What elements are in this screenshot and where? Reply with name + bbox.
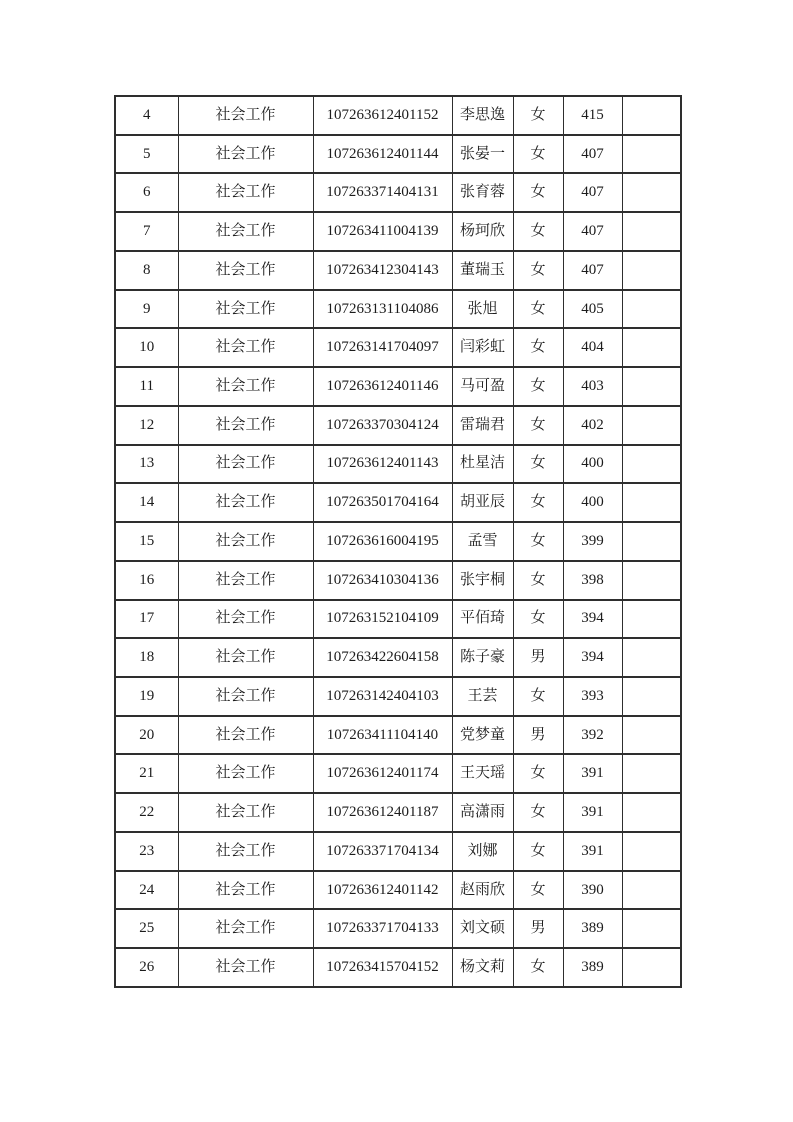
name-cell: 王芸 xyxy=(452,677,513,716)
score-cell: 407 xyxy=(563,173,622,212)
name-cell: 刘娜 xyxy=(452,832,513,871)
score-cell: 391 xyxy=(563,754,622,793)
table-row xyxy=(115,871,681,910)
major-cell: 社会工作 xyxy=(178,871,313,910)
remark-cell xyxy=(622,96,681,135)
major-cell: 社会工作 xyxy=(178,135,313,174)
row-number-cell: 24 xyxy=(115,871,178,910)
name-cell: 杨珂欣 xyxy=(452,212,513,251)
table-row xyxy=(115,638,681,677)
remark-cell xyxy=(622,948,681,987)
gender-cell: 女 xyxy=(513,367,563,406)
score-cell: 389 xyxy=(563,909,622,948)
row-number-cell: 26 xyxy=(115,948,178,987)
exam-id-cell: 107263371404131 xyxy=(313,173,452,212)
exam-id-cell: 107263131104086 xyxy=(313,290,452,329)
table-row xyxy=(115,406,681,445)
gender-cell: 男 xyxy=(513,909,563,948)
table-row xyxy=(115,716,681,755)
exam-id-cell: 107263422604158 xyxy=(313,638,452,677)
remark-cell xyxy=(622,367,681,406)
gender-cell: 女 xyxy=(513,406,563,445)
table-row xyxy=(115,754,681,793)
major-cell: 社会工作 xyxy=(178,173,313,212)
major-cell: 社会工作 xyxy=(178,251,313,290)
name-cell: 闫彩虹 xyxy=(452,328,513,367)
table-row xyxy=(115,483,681,522)
row-number-cell: 7 xyxy=(115,212,178,251)
row-number-cell: 9 xyxy=(115,290,178,329)
gender-cell: 女 xyxy=(513,173,563,212)
score-cell: 402 xyxy=(563,406,622,445)
major-cell: 社会工作 xyxy=(178,483,313,522)
table-row xyxy=(115,600,681,639)
major-cell: 社会工作 xyxy=(178,212,313,251)
score-cell: 390 xyxy=(563,871,622,910)
score-cell: 391 xyxy=(563,832,622,871)
score-cell: 394 xyxy=(563,638,622,677)
row-number-cell: 4 xyxy=(115,96,178,135)
major-cell: 社会工作 xyxy=(178,677,313,716)
major-cell: 社会工作 xyxy=(178,716,313,755)
score-cell: 399 xyxy=(563,522,622,561)
exam-id-cell: 107263152104109 xyxy=(313,600,452,639)
gender-cell: 女 xyxy=(513,561,563,600)
remark-cell xyxy=(622,483,681,522)
table-row xyxy=(115,96,681,135)
exam-id-cell: 107263612401143 xyxy=(313,445,452,484)
remark-cell xyxy=(622,832,681,871)
gender-cell: 女 xyxy=(513,251,563,290)
score-cell: 400 xyxy=(563,483,622,522)
remark-cell xyxy=(622,173,681,212)
row-number-cell: 21 xyxy=(115,754,178,793)
gender-cell: 女 xyxy=(513,328,563,367)
score-cell: 403 xyxy=(563,367,622,406)
score-cell: 407 xyxy=(563,135,622,174)
gender-cell: 女 xyxy=(513,793,563,832)
major-cell: 社会工作 xyxy=(178,909,313,948)
name-cell: 张旭 xyxy=(452,290,513,329)
score-cell: 407 xyxy=(563,212,622,251)
major-cell: 社会工作 xyxy=(178,754,313,793)
remark-cell xyxy=(622,328,681,367)
score-cell: 389 xyxy=(563,948,622,987)
name-cell: 赵雨欣 xyxy=(452,871,513,910)
name-cell: 张育蓉 xyxy=(452,173,513,212)
exam-id-cell: 107263415704152 xyxy=(313,948,452,987)
row-number-cell: 16 xyxy=(115,561,178,600)
table-row xyxy=(115,793,681,832)
remark-cell xyxy=(622,561,681,600)
table-row xyxy=(115,948,681,987)
table-row xyxy=(115,328,681,367)
major-cell: 社会工作 xyxy=(178,290,313,329)
score-cell: 394 xyxy=(563,600,622,639)
exam-id-cell: 107263616004195 xyxy=(313,522,452,561)
remark-cell xyxy=(622,754,681,793)
row-number-cell: 18 xyxy=(115,638,178,677)
exam-id-cell: 107263612401146 xyxy=(313,367,452,406)
score-cell: 407 xyxy=(563,251,622,290)
gender-cell: 女 xyxy=(513,290,563,329)
remark-cell xyxy=(622,600,681,639)
remark-cell xyxy=(622,638,681,677)
score-cell: 392 xyxy=(563,716,622,755)
remark-cell xyxy=(622,677,681,716)
table-row xyxy=(115,290,681,329)
name-cell: 平佰琦 xyxy=(452,600,513,639)
name-cell: 张宇桐 xyxy=(452,561,513,600)
row-number-cell: 17 xyxy=(115,600,178,639)
major-cell: 社会工作 xyxy=(178,522,313,561)
exam-id-cell: 107263612401152 xyxy=(313,96,452,135)
name-cell: 张晏一 xyxy=(452,135,513,174)
remark-cell xyxy=(622,909,681,948)
row-number-cell: 15 xyxy=(115,522,178,561)
table-row xyxy=(115,522,681,561)
remark-cell xyxy=(622,135,681,174)
table-row xyxy=(115,367,681,406)
major-cell: 社会工作 xyxy=(178,561,313,600)
major-cell: 社会工作 xyxy=(178,948,313,987)
major-cell: 社会工作 xyxy=(178,406,313,445)
name-cell: 孟雪 xyxy=(452,522,513,561)
remark-cell xyxy=(622,445,681,484)
exam-id-cell: 107263370304124 xyxy=(313,406,452,445)
remark-cell xyxy=(622,871,681,910)
major-cell: 社会工作 xyxy=(178,328,313,367)
gender-cell: 男 xyxy=(513,638,563,677)
score-cell: 398 xyxy=(563,561,622,600)
exam-id-cell: 107263501704164 xyxy=(313,483,452,522)
row-number-cell: 11 xyxy=(115,367,178,406)
gender-cell: 女 xyxy=(513,445,563,484)
gender-cell: 女 xyxy=(513,522,563,561)
major-cell: 社会工作 xyxy=(178,832,313,871)
table-row xyxy=(115,561,681,600)
name-cell: 董瑞玉 xyxy=(452,251,513,290)
table-row xyxy=(115,135,681,174)
row-number-cell: 6 xyxy=(115,173,178,212)
exam-id-cell: 107263412304143 xyxy=(313,251,452,290)
score-cell: 405 xyxy=(563,290,622,329)
name-cell: 陈子豪 xyxy=(452,638,513,677)
remark-cell xyxy=(622,522,681,561)
major-cell: 社会工作 xyxy=(178,638,313,677)
gender-cell: 男 xyxy=(513,716,563,755)
row-number-cell: 13 xyxy=(115,445,178,484)
remark-cell xyxy=(622,406,681,445)
major-cell: 社会工作 xyxy=(178,793,313,832)
table-row xyxy=(115,173,681,212)
name-cell: 杜星洁 xyxy=(452,445,513,484)
name-cell: 王天瑶 xyxy=(452,754,513,793)
exam-id-cell: 107263371704133 xyxy=(313,909,452,948)
row-number-cell: 20 xyxy=(115,716,178,755)
row-number-cell: 5 xyxy=(115,135,178,174)
remark-cell xyxy=(622,793,681,832)
table-row xyxy=(115,677,681,716)
exam-id-cell: 107263141704097 xyxy=(313,328,452,367)
exam-id-cell: 107263612401144 xyxy=(313,135,452,174)
exam-id-cell: 107263371704134 xyxy=(313,832,452,871)
name-cell: 李思逸 xyxy=(452,96,513,135)
major-cell: 社会工作 xyxy=(178,600,313,639)
row-number-cell: 8 xyxy=(115,251,178,290)
remark-cell xyxy=(622,716,681,755)
gender-cell: 女 xyxy=(513,677,563,716)
row-number-cell: 22 xyxy=(115,793,178,832)
row-number-cell: 14 xyxy=(115,483,178,522)
major-cell: 社会工作 xyxy=(178,96,313,135)
score-cell: 400 xyxy=(563,445,622,484)
remark-cell xyxy=(622,290,681,329)
name-cell: 马可盈 xyxy=(452,367,513,406)
exam-id-cell: 107263411104140 xyxy=(313,716,452,755)
major-cell: 社会工作 xyxy=(178,367,313,406)
name-cell: 党梦童 xyxy=(452,716,513,755)
gender-cell: 女 xyxy=(513,212,563,251)
name-cell: 胡亚辰 xyxy=(452,483,513,522)
row-number-cell: 19 xyxy=(115,677,178,716)
row-number-cell: 23 xyxy=(115,832,178,871)
name-cell: 杨文莉 xyxy=(452,948,513,987)
table-row xyxy=(115,832,681,871)
table-row xyxy=(115,445,681,484)
remark-cell xyxy=(622,212,681,251)
gender-cell: 女 xyxy=(513,754,563,793)
gender-cell: 女 xyxy=(513,135,563,174)
gender-cell: 女 xyxy=(513,96,563,135)
score-cell: 415 xyxy=(563,96,622,135)
score-cell: 404 xyxy=(563,328,622,367)
table-row xyxy=(115,212,681,251)
gender-cell: 女 xyxy=(513,483,563,522)
name-cell: 雷瑞君 xyxy=(452,406,513,445)
row-number-cell: 10 xyxy=(115,328,178,367)
score-cell: 393 xyxy=(563,677,622,716)
table-body xyxy=(115,96,681,987)
major-cell: 社会工作 xyxy=(178,445,313,484)
exam-id-cell: 107263612401187 xyxy=(313,793,452,832)
table-row xyxy=(115,909,681,948)
name-cell: 高潇雨 xyxy=(452,793,513,832)
row-number-cell: 25 xyxy=(115,909,178,948)
exam-id-cell: 107263612401174 xyxy=(313,754,452,793)
remark-cell xyxy=(622,251,681,290)
exam-id-cell: 107263410304136 xyxy=(313,561,452,600)
exam-id-cell: 107263142404103 xyxy=(313,677,452,716)
gender-cell: 女 xyxy=(513,600,563,639)
gender-cell: 女 xyxy=(513,871,563,910)
gender-cell: 女 xyxy=(513,948,563,987)
score-roster-table xyxy=(114,95,682,988)
table-row xyxy=(115,251,681,290)
exam-id-cell: 107263411004139 xyxy=(313,212,452,251)
name-cell: 刘文硕 xyxy=(452,909,513,948)
row-number-cell: 12 xyxy=(115,406,178,445)
gender-cell: 女 xyxy=(513,832,563,871)
score-cell: 391 xyxy=(563,793,622,832)
exam-id-cell: 107263612401142 xyxy=(313,871,452,910)
